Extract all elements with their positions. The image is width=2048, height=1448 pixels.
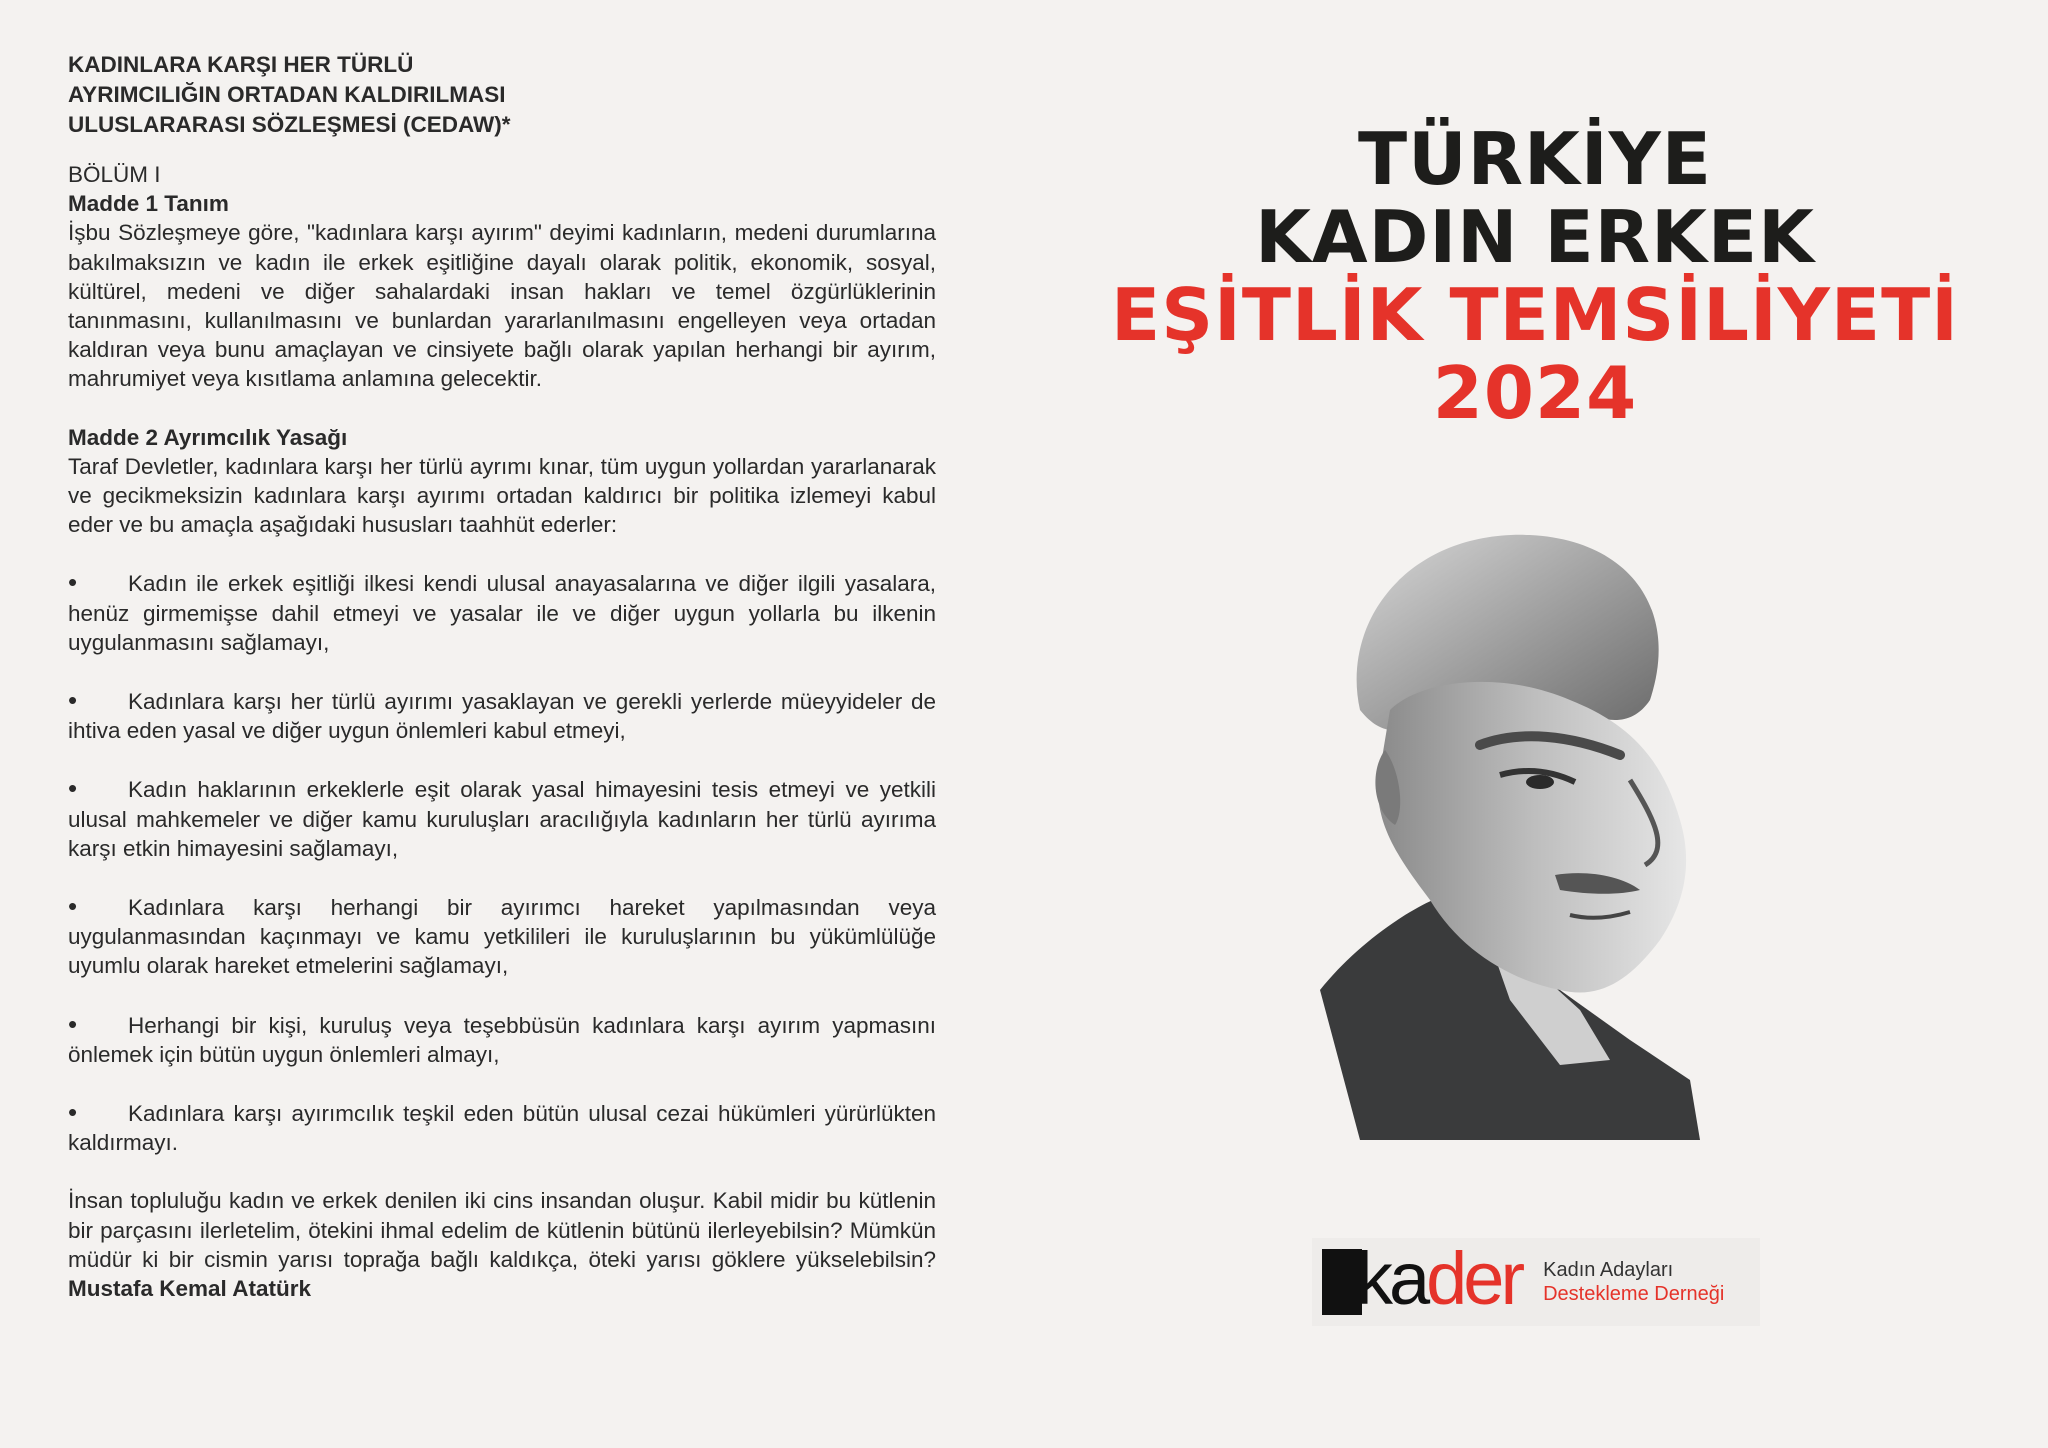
logo-subtitle-line-1: Kadın Adayları [1543,1259,1674,1281]
bullet-icon: • [68,891,78,922]
list-item [68,1098,936,1157]
kader-logo [1312,1238,1760,1326]
ataturk-quote [68,1186,936,1303]
title-line-4: 2024 [1432,351,1638,435]
logo-subtitle [1543,1258,1724,1306]
list-item [68,1010,936,1069]
bullet-icon: • [68,1097,78,1128]
logo-subtitle-line-2: Destekleme Derneği [1543,1283,1725,1305]
quote-author: Mustafa Kemal Atatürk [68,1276,311,1302]
portrait-illustration [1300,520,1770,1140]
list-item-text: Kadın haklarının erkeklerle eşit olarak yasal himayesini tesis etmeyi ve yetkili ulusal mahkemeler ve diğer kamu kuruluşları aracılığıyla kadınların her türlü ayırıma karşı etkin himayesini sağlamayı, [68,777,936,861]
list-item-text: Kadın ile erkek eşitliği ilkesi kendi ulusal anayasalarına ve diğer ilgili yasalara, henüz girmemişse dahil etmeyi ve yasalar ile ve diğer uygun yollarla bu ilkenin uygulanmasını sağlamayı, [68,571,936,655]
bullet-icon: • [68,773,78,804]
list-item-text: Kadınlara karşı her türlü ayırımı yasaklayan ve gerekli yerlerde müeyyideler de ihtiva eden yasal ve diğer uygun önlemleri kabul etmeyi, [68,689,936,744]
list-item-text: Kadınlara karşı ayırımcılık teşkil eden bütün ulusal cezai hükümleri yürürlükten kaldırmayı. [68,1101,936,1156]
list-item-text: Herhangi bir kişi, kuruluş veya teşebbüsün kadınlara karşı ayırım yapmasını önlemek için bütün uygun önlemleri almayı, [68,1012,936,1067]
article-2-title: Madde 2 Ayrımcılık Yasağı [68,424,348,450]
list-item [68,686,936,745]
section-label: BÖLÜM I [68,162,161,187]
cedaw-text-column [68,50,936,1303]
quote-text: İnsan topluluğu kadın ve erkek denilen iki cins insandan oluşur. Kabil midir bu kütlenin bir parçasını ilerletelim, ötekini ihmal edelim de kütlenin bütünü ilerleyebilsin? Mümkün müdür ki bir cismin yarısı toprağa bağlı kaldıkça, öteki yarısı göklere yükselebilsin? [68,1188,936,1272]
title-line-2: KADIN ERKEK [1255,195,1815,279]
list-item [68,892,936,981]
bullet-icon: • [68,1008,78,1039]
list-item [68,568,936,657]
cover-title [1060,117,2010,435]
title-line-1: TÜRKİYE [1358,117,1712,201]
list-item [68,774,936,863]
bullet-icon: • [68,567,78,598]
article-1-text: İşbu Sözleşmeye göre, "kadınlara karşı ayırım" deyimi kadınların, medeni durumlarına bakılmaksızın ve kadın ile erkek eşitliğine dayalı olarak politik, ekonomik, sosyal, kültürel, medeni ve diğer sahalardaki insan hakları ve temel özgürlüklerinin tanınmasını, kullanılmasını ve bunlardan yararlanılmasını engelleyen veya ortadan kaldıran veya bunu amaçlayan ve cinsiyete bağlı olarak yapılan herhangi bir ayırım, mahrumiyet veya kısıtlama anlamına gelecektir. [68,220,936,392]
article-1-title: Madde 1 Tanım [68,191,229,217]
logo-wordmark: kader [1356,1237,1522,1320]
title-line-3: EŞİTLİK TEMSİLİYETİ [1111,273,1959,357]
document-heading: KADINLARA KARŞI HER TÜRLÜ AYRIMCILIĞIN ORTADAN KALDIRILMASI ULUSLARARASI SÖZLEŞMESİ (CEDAW)* [68,52,511,137]
article-2-text: Taraf Devletler, kadınlara karşı her türlü ayrımı kınar, tüm uygun yollardan yararlanarak ve gecikmeksizin kadınlara karşı ayırımı ortadan kaldırıcı bir politika izlemeyi kabul eder ve bu amaçla aşağıdaki hususları taahhüt ederler: [68,453,936,538]
bullet-icon: • [68,685,78,716]
list-item-text: Kadınlara karşı herhangi bir ayırımcı hareket yapılmasından veya uygulanmasından kaçınmayı ve kamu yetkilileri ile kuruluşlarının bu yükümlülüğe uyumlu olarak hareket etmelerini sağlamayı, [68,895,936,979]
